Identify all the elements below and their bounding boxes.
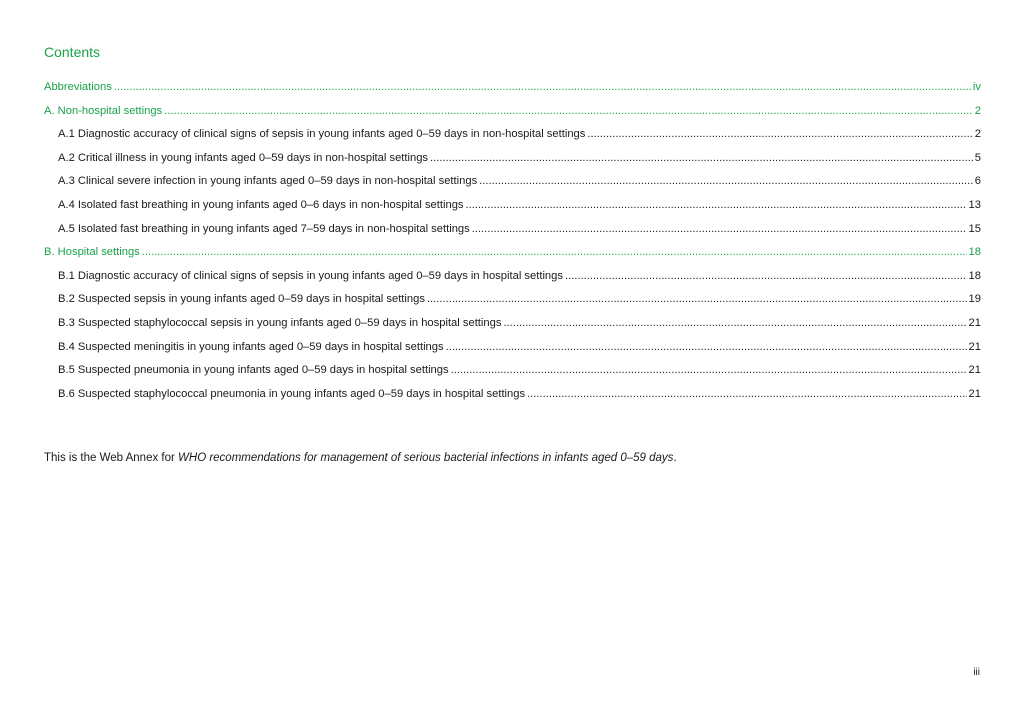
toc-dot-leader — [427, 292, 967, 306]
contents-heading: Contents — [44, 44, 101, 60]
toc-dot-leader — [451, 363, 967, 377]
toc-entry-page: 13 — [968, 198, 981, 211]
toc-dot-leader — [565, 269, 967, 283]
toc-subsection-link[interactable] — [44, 127, 981, 151]
toc-entry-page: 5 — [974, 151, 981, 164]
toc-entry-title: B.4 Suspected meningitis in young infants aged 0–59 days in hospital settings — [58, 340, 444, 353]
table-of-contents — [44, 80, 981, 410]
toc-entry-title: A.5 Isolated fast breathing in young infants aged 7–59 days in non-hospital settings — [58, 222, 470, 235]
note-publication-title: WHO recommendations for management of serious bacterial infections in infants aged 0–59 days — [178, 452, 674, 464]
toc-entry-title: B. Hospital settings — [44, 246, 140, 259]
toc-dot-leader — [527, 387, 966, 401]
toc-entry-page: 21 — [968, 364, 981, 377]
toc-subsection-link[interactable] — [44, 316, 981, 340]
toc-entry-page: 18 — [968, 246, 981, 259]
toc-entry-title: Abbreviations — [44, 81, 112, 93]
toc-subsection-link[interactable] — [44, 174, 981, 198]
toc-entry-title: A. Non-hospital settings — [44, 104, 163, 117]
toc-subsection-link[interactable] — [44, 387, 981, 411]
note-prefix: This is the Web Annex for — [44, 452, 179, 464]
toc-entry-page: 21 — [968, 340, 981, 353]
toc-entry-page: 15 — [968, 222, 981, 235]
toc-entry-title: A.4 Isolated fast breathing in young infants aged 0–6 days in non-hospital settings — [58, 198, 464, 211]
toc-entry-title: B.5 Suspected pneumonia in young infants aged 0–59 days in hospital settings — [58, 364, 449, 377]
toc-entry-page: 19 — [968, 293, 981, 306]
toc-dot-leader — [503, 316, 966, 330]
toc-entry-page: 6 — [974, 175, 981, 188]
toc-subsection-link[interactable] — [44, 222, 981, 246]
toc-entry-title: B.3 Suspected staphylococcal sepsis in young infants aged 0–59 days in hospital settings — [58, 316, 502, 329]
toc-dot-leader — [114, 80, 971, 94]
toc-subsection-link[interactable] — [44, 269, 981, 293]
toc-dot-leader — [142, 245, 967, 259]
toc-section-link[interactable] — [44, 104, 981, 128]
toc-entry-page: 2 — [974, 104, 981, 117]
toc-entry-title: A.1 Diagnostic accuracy of clinical signs of sepsis in young infants aged 0–59 days in non-hospital settings — [58, 128, 586, 141]
toc-subsection-link[interactable] — [44, 363, 981, 387]
toc-dot-leader — [446, 340, 967, 354]
toc-dot-leader — [472, 222, 967, 236]
toc-subsection-link[interactable] — [44, 292, 981, 316]
toc-entry-page: 18 — [968, 269, 981, 282]
toc-dot-leader — [164, 104, 973, 118]
toc-entry-title: A.2 Critical illness in young infants aged 0–59 days in non-hospital settings — [58, 151, 429, 164]
toc-section-link[interactable] — [44, 80, 981, 104]
toc-dot-leader — [479, 174, 973, 188]
toc-dot-leader — [587, 127, 972, 141]
toc-entry-page: 21 — [968, 316, 981, 329]
toc-entry-page: iv — [972, 81, 981, 93]
toc-entry-title: A.3 Clinical severe infection in young infants aged 0–59 days in non-hospital settings — [58, 175, 478, 188]
toc-subsection-link[interactable] — [44, 198, 981, 222]
toc-dot-leader — [430, 151, 973, 165]
web-annex-note — [44, 452, 677, 464]
toc-entry-page: 2 — [974, 128, 981, 141]
page-number: iii — [973, 667, 980, 678]
toc-entry-title: B.1 Diagnostic accuracy of clinical signs of sepsis in young infants aged 0–59 days in hospital settings — [58, 269, 563, 282]
note-suffix: . — [673, 452, 677, 464]
toc-entry-title: B.2 Suspected sepsis in young infants aged 0–59 days in hospital settings — [58, 293, 425, 306]
toc-section-link[interactable] — [44, 245, 981, 269]
toc-subsection-link[interactable] — [44, 151, 981, 175]
toc-entry-title: B.6 Suspected staphylococcal pneumonia in young infants aged 0–59 days in hospital settings — [58, 387, 526, 400]
toc-entry-page: 21 — [968, 387, 981, 400]
toc-subsection-link[interactable] — [44, 340, 981, 364]
toc-dot-leader — [466, 198, 967, 212]
